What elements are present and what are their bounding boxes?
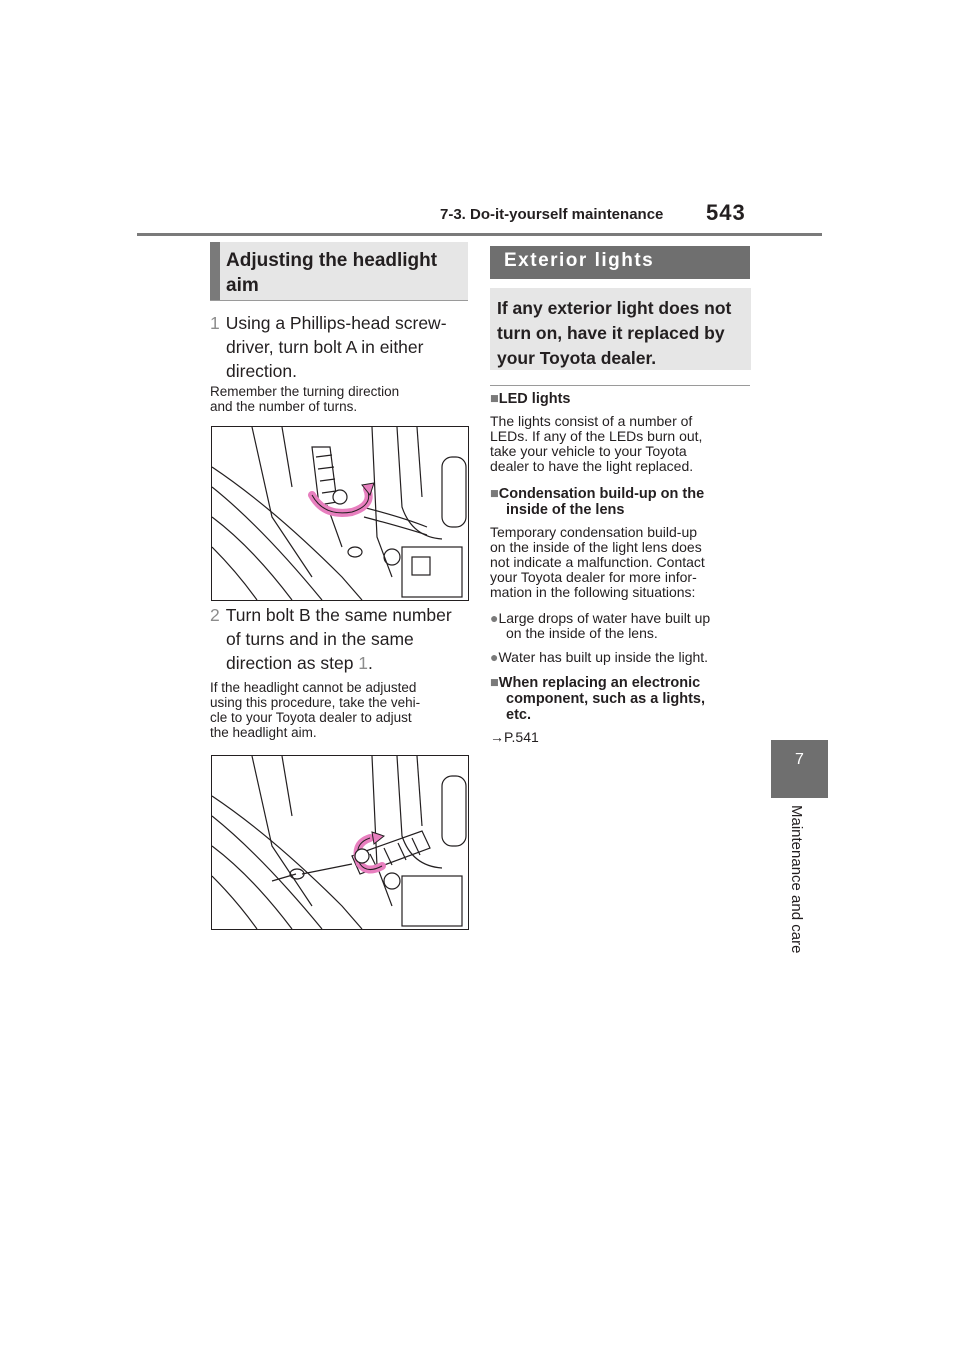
figure-bolt-a xyxy=(211,426,469,601)
led-lights-body xyxy=(490,414,752,474)
step-1-note xyxy=(210,384,470,414)
step-1 xyxy=(210,311,470,383)
led-lights-title xyxy=(490,391,570,407)
summary-line-2: turn on, have it replaced by xyxy=(497,323,725,343)
note-2-line-1: If the headlight cannot be adjusted xyxy=(210,680,417,695)
figure-bolt-b xyxy=(211,755,469,930)
chapter-number: 7 xyxy=(795,751,804,768)
header-rule xyxy=(137,233,822,236)
left-heading-bar xyxy=(210,242,220,300)
condensation-line-4: your Toyota dealer for more infor- xyxy=(490,569,697,585)
step-2-note xyxy=(210,680,472,740)
condensation-bullet-2 xyxy=(490,650,752,665)
led-line-1: The lights consist of a number of xyxy=(490,413,693,429)
step-1-line-2: driver, turn bolt A in either xyxy=(226,337,424,357)
condensation-bullet-1 xyxy=(490,611,752,641)
note-1-line-1: Remember the turning direction xyxy=(210,384,400,399)
step-ref: 1 xyxy=(358,653,369,673)
condensation-body xyxy=(490,525,752,600)
step-2-number: 2 xyxy=(210,605,220,625)
chapter-title: Maintenance and care xyxy=(788,805,805,954)
step-2 xyxy=(210,603,470,675)
condensation-line-1: Temporary condensation build-up xyxy=(490,524,698,540)
bullet-2-text: Water has built up inside the light. xyxy=(498,649,709,665)
step-2-line-3: direction as step xyxy=(226,653,359,673)
step-1-number: 1 xyxy=(210,313,220,333)
condensation-line-3: not indicate a malfunction. Contact xyxy=(490,554,705,570)
engine-bay-illustration-2 xyxy=(212,756,468,929)
step-1-line-3: direction. xyxy=(226,361,298,381)
note-2-line-3: cle to your Toyota dealer to adjust xyxy=(210,710,412,725)
page-number: 543 xyxy=(706,200,746,225)
step-2-suffix: . xyxy=(368,653,373,673)
bullet-1-line-1: Large drops of water have built up xyxy=(498,610,711,626)
square-bullet-icon: ■ xyxy=(490,486,499,502)
step-2-line-1: Turn bolt B the same number xyxy=(225,605,452,625)
note-1-line-2: and the number of turns. xyxy=(210,399,358,414)
chapter-tab xyxy=(771,740,828,798)
condensation-line-2: on the inside of the light lens does xyxy=(490,539,702,555)
condensation-title-1: Condensation build-up on the xyxy=(498,486,705,502)
condensation-title xyxy=(490,486,752,518)
exterior-lights-summary xyxy=(497,296,747,371)
replacing-title-2: component, such as a lights, xyxy=(506,691,706,707)
led-line-2: LEDs. If any of the LEDs burn out, xyxy=(490,428,703,444)
condensation-line-5: mation in the following situations: xyxy=(490,584,696,600)
page-reference-link[interactable]: P.541 xyxy=(504,729,539,745)
step-2-line-2: of turns and in the same xyxy=(226,629,414,649)
left-heading: Adjusting the headlight aim xyxy=(226,250,438,296)
summary-line-3: your Toyota dealer. xyxy=(497,348,657,368)
section-header: 7-3. Do-it-yourself maintenance xyxy=(440,206,664,223)
engine-bay-illustration-1 xyxy=(212,427,468,600)
exterior-lights-heading: Exterior lights xyxy=(504,250,655,271)
bullet-1-line-2: on the inside of the lens. xyxy=(506,625,658,641)
note-2-line-4: the headlight aim. xyxy=(210,725,317,740)
section-divider xyxy=(490,385,750,386)
arrow-right-icon: → xyxy=(490,729,504,745)
condensation-title-2: inside of the lens xyxy=(506,502,625,518)
square-bullet-icon: ■ xyxy=(490,391,499,407)
led-line-4: dealer to have the light replaced. xyxy=(490,458,694,474)
square-bullet-icon: ■ xyxy=(490,675,499,691)
replacing-title-1: When replacing an electronic xyxy=(498,675,701,691)
note-2-line-2: using this procedure, take the vehi- xyxy=(210,695,421,710)
round-bullet-icon: ● xyxy=(490,649,499,665)
replacing-title xyxy=(490,675,752,723)
step-1-line-1: Using a Phillips-head screw- xyxy=(225,313,447,333)
led-title-text: LED lights xyxy=(498,391,571,407)
summary-line-1: If any exterior light does not xyxy=(497,298,732,318)
round-bullet-icon: ● xyxy=(490,610,499,626)
page-reference[interactable] xyxy=(490,730,539,745)
led-line-3: take your vehicle to your Toyota xyxy=(490,443,687,459)
replacing-title-3: etc. xyxy=(506,707,531,723)
